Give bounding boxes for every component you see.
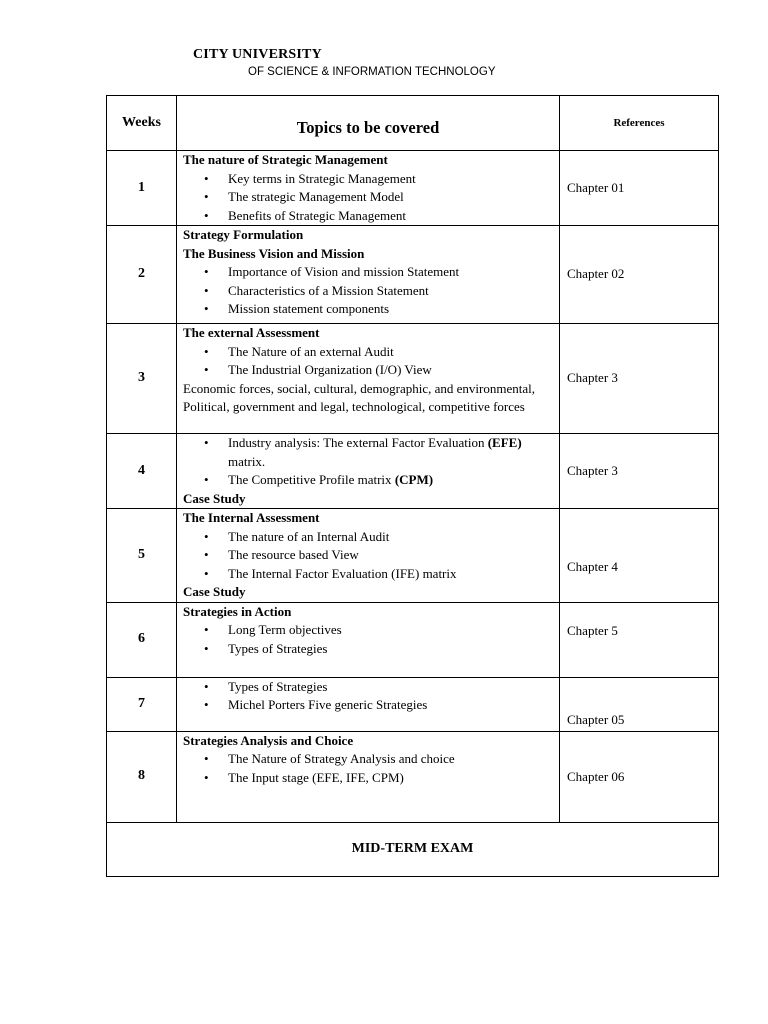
list-item: • The Input stage (EFE, IFE, CPM) [228,769,555,788]
table-row [107,434,719,509]
university-subtitle: OF SCIENCE & INFORMATION TECHNOLOGY [248,66,496,78]
list-item [228,434,555,471]
topic-paragraph: Economic forces, social, cultural, demographic, and environmental, Political, government and legal, technological, competitive forces [183,380,535,414]
midterm-row [107,822,719,876]
list-item: • Long Term objectives [228,621,555,640]
week-number: 1 [107,151,177,226]
header-topics: Topics to be covered [177,96,560,151]
topic-list [183,528,555,584]
topic-footer: Case Study [183,490,246,506]
reference-cell: Chapter 5 [560,602,719,677]
topic-list [183,170,555,226]
topic-cell [177,324,560,434]
topic-cell [177,602,560,677]
topic-footer: Case Study [183,584,246,599]
list-item: • Types of Strategies [228,640,555,659]
list-item-tail: matrix. [228,453,266,469]
topic-heading: Strategies Analysis and Choice [183,732,354,748]
topic-cell [177,434,560,509]
list-item: • Key terms in Strategic Management [228,170,555,189]
table-row [107,731,719,822]
topic-cell [177,731,560,822]
list-item: • Characteristics of a Mission Statement [228,282,555,301]
reference-cell: Chapter 4 [560,509,719,603]
list-item: • The Internal Factor Evaluation (IFE) matrix [228,565,555,584]
topic-heading: Strategy Formulation [183,227,304,242]
list-item: • The resource based View [228,546,555,565]
week-number: 4 [107,434,177,509]
topic-list [183,621,555,658]
header-weeks: Weeks [107,96,177,151]
table-row [107,151,719,226]
reference-cell: Chapter 3 [560,434,719,509]
list-item: • Michel Porters Five generic Strategies [228,696,555,715]
topic-cell [177,151,560,226]
reference-cell: Chapter 05 [560,677,719,731]
table-row [107,677,719,731]
course-schedule-table [106,95,719,877]
reference-cell: Chapter 02 [560,226,719,324]
list-item [228,471,555,490]
list-item: • The nature of an Internal Audit [228,528,555,547]
table-row [107,509,719,603]
topic-heading: The nature of Strategic Management [183,152,388,167]
list-item: • Benefits of Strategic Management [228,207,555,226]
university-name: CITY UNIVERSITY [193,47,322,62]
table-header-row [107,96,719,151]
topic-list [183,343,555,380]
topic-list [183,263,555,319]
reference-cell: Chapter 01 [560,151,719,226]
topic-list [183,434,555,490]
topic-cell [177,677,560,731]
list-item: • Importance of Vision and mission Statement [228,263,555,282]
list-item: • Types of Strategies [228,678,555,697]
topic-subheading: The Business Vision and Mission [183,245,365,261]
reference-cell: Chapter 3 [560,324,719,434]
topic-heading: The Internal Assessment [183,510,320,525]
week-number: 6 [107,602,177,677]
list-item-text: The Competitive Profile matrix [228,472,395,487]
week-number: 8 [107,731,177,822]
list-item-bold: (CPM) [394,472,434,487]
list-item-text: Industry analysis: The external Factor Evaluation [228,435,488,450]
week-number: 2 [107,226,177,324]
list-item: • The Nature of Strategy Analysis and choice [228,750,555,769]
week-number: 7 [107,677,177,731]
header-references: References [560,96,719,151]
list-item: • Mission statement components [228,300,555,319]
list-item: • The Industrial Organization (I/O) View [228,361,555,380]
week-number: 5 [107,509,177,603]
topic-list [183,750,555,787]
list-item: • The strategic Management Model [228,188,555,207]
list-item: • The Nature of an external Audit [228,343,555,362]
table-row [107,324,719,434]
table-row [107,602,719,677]
midterm-exam-label: MID-TERM EXAM [107,822,719,876]
topic-cell [177,509,560,603]
week-number: 3 [107,324,177,434]
topic-heading: Strategies in Action [183,603,292,619]
table-row [107,226,719,324]
reference-cell: Chapter 06 [560,731,719,822]
list-item-bold: (EFE) [487,435,522,450]
topic-cell [177,226,560,324]
topic-list [183,678,555,715]
topic-heading: The external Assessment [183,325,320,340]
